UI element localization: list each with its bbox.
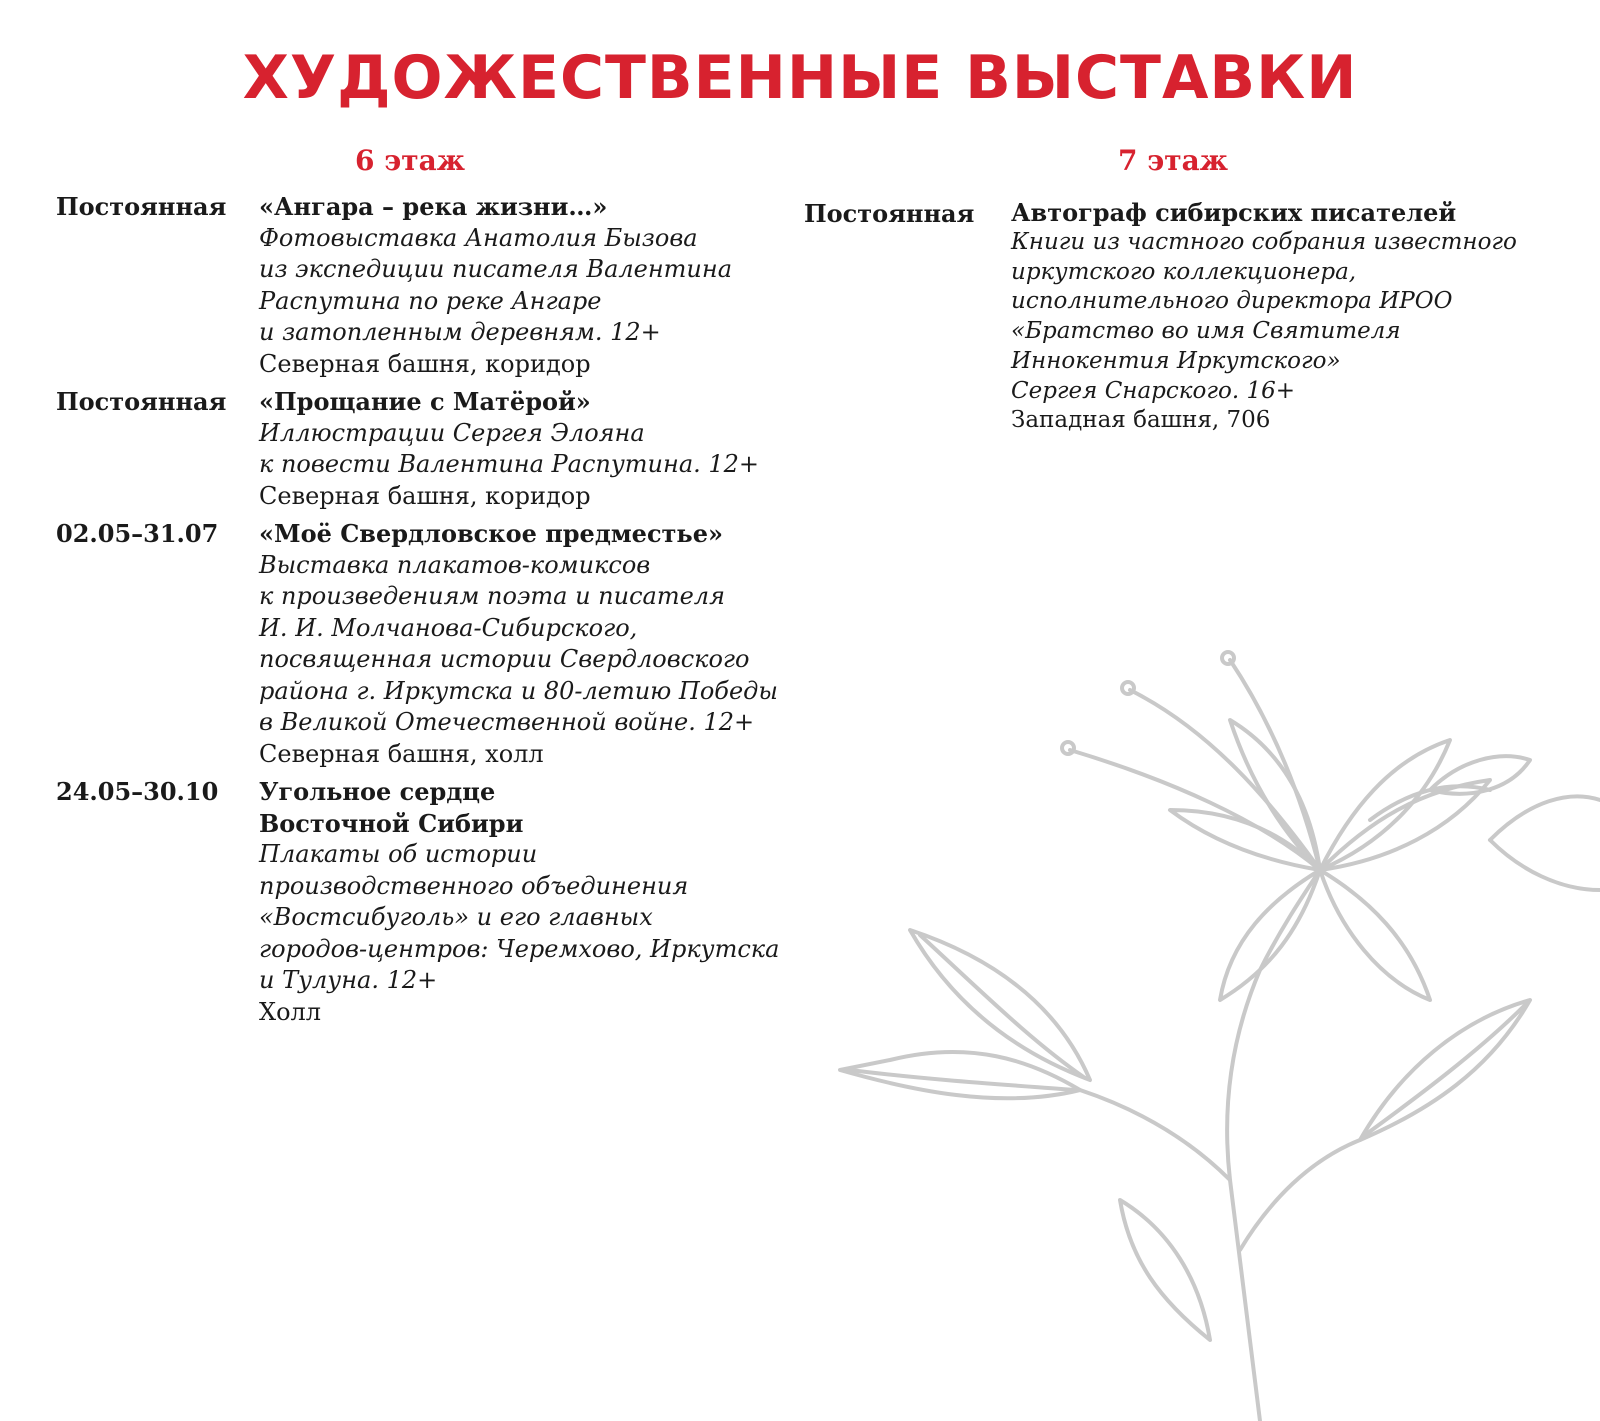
exhibition-entry xyxy=(56,386,786,512)
lily-flower-illustration-icon xyxy=(830,640,1600,1421)
exhibition-date: 24.05–30.10 xyxy=(56,777,219,806)
exhibition-title: «Моё Свердловское предместье» xyxy=(259,519,723,548)
exhibition-location: Северная башня, холл xyxy=(259,739,544,768)
exhibition-description: Плакаты об истории производственного объединения «Востсибуголь» и его главных городов-центров: Черемхово, Иркутска и Тулуна. 12+ xyxy=(259,840,780,994)
page-title: ХУДОЖЕСТВЕННЫЕ ВЫСТАВКИ xyxy=(242,43,1358,113)
exhibition-date: Постоянная xyxy=(56,387,227,416)
exhibition-description: Выставка плакатов-комиксов к произведениям поэта и писателя И. И. Молчанова-Сибирского, посвященная истории Свердловского района г. Иркутска и 80-летию Победы в Великой Отечественной войне. 12+ xyxy=(259,550,778,736)
exhibition-title: «Ангара – река жизни…» xyxy=(259,192,608,221)
floor-6-exhibitions xyxy=(56,191,786,1034)
exhibition-title: Автограф сибирских писателей xyxy=(1011,198,1457,227)
exhibition-entry xyxy=(804,198,1594,436)
floor-7-heading: 7 этаж xyxy=(1118,144,1229,177)
exhibition-description: Иллюстрации Сергея Элояна к повести Валентина Распутина. 12+ xyxy=(259,418,760,478)
exhibition-entry xyxy=(56,776,786,1028)
exhibition-entry xyxy=(56,191,786,380)
floor-6-heading: 6 этаж xyxy=(355,144,466,177)
exhibition-title: Угольное сердце Восточной Сибири xyxy=(259,777,524,838)
exhibition-location: Холл xyxy=(259,997,322,1026)
exhibition-title: «Прощание с Матёрой» xyxy=(259,387,591,416)
exhibition-description: Книги из частного собрания известного иркутского коллекционера, исполнительного директора ИРОО «Братство во имя Святителя Иннокентия Иркутского» Сергея Снарского. 16+ xyxy=(1011,229,1517,404)
exhibition-entry xyxy=(56,518,786,770)
exhibition-location: Северная башня, коридор xyxy=(259,349,591,378)
exhibition-description: Фотовыставка Анатолия Бызова из экспедиции писателя Валентина Распутина по реке Ангаре и затопленным деревням. 12+ xyxy=(259,223,733,346)
floor-7-exhibitions xyxy=(804,198,1594,442)
exhibition-location: Северная башня, коридор xyxy=(259,481,591,510)
exhibition-location: Западная башня, 706 xyxy=(1011,407,1271,434)
exhibition-date: Постоянная xyxy=(804,199,975,228)
exhibition-date: Постоянная xyxy=(56,192,227,221)
exhibition-date: 02.05–31.07 xyxy=(56,519,219,548)
